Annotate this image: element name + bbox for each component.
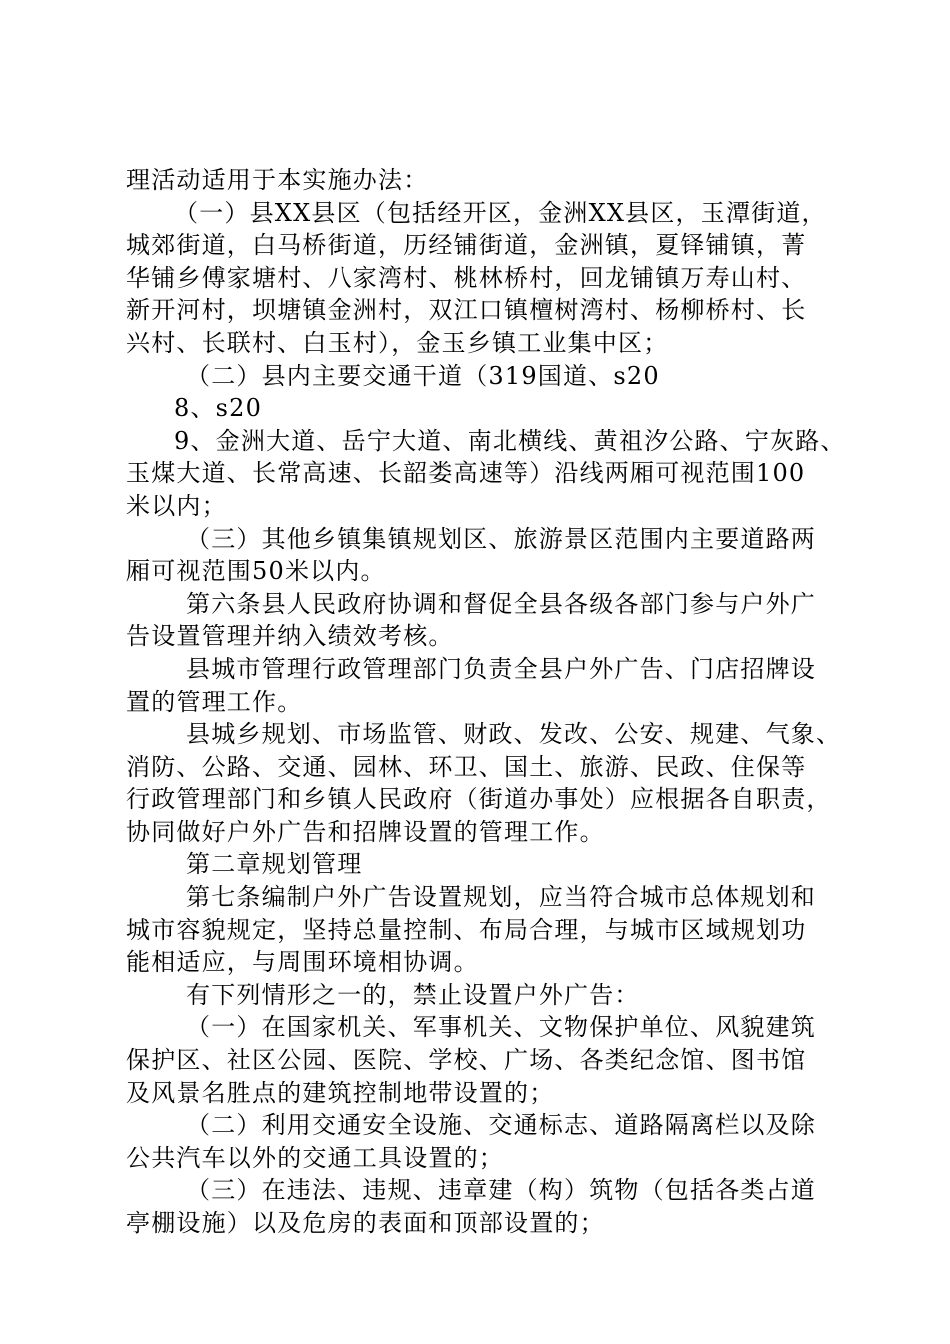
text-line: 第六条县人民政府协调和督促全县各级各部门参与户外广 [186,589,816,618]
text-line: （三）在违法、违规、违章建（构）筑物（包括各类占道 [186,1176,816,1205]
text-line: 置的管理工作。 [126,687,303,716]
text-line: 米以内； [126,491,227,520]
text-line: 城市容貌规定，坚持总量控制、布局合理，与城市区域规划功 [126,915,807,944]
text-line: 县城市管理行政管理部门负责全县户外广告、门店招牌设 [186,654,816,683]
text-line: 保护区、社区公园、医院、学校、广场、各类纪念馆、图书馆 [126,1046,807,1075]
text-line: 城郊街道，白马桥街道，历经铺街道，金洲镇，夏铎铺镇，菁 [126,231,807,260]
text-line: 第二章规划管理 [186,850,363,879]
text-line: 厢可视范围50米以内。 [126,557,386,586]
text-line: 理活动适用于本实施办法： [126,166,429,194]
text-line: 协同做好户外广告和招牌设置的管理工作。 [126,817,605,846]
text-line: （二）县内主要交通干道（319国道、s20 [186,361,660,390]
text-line: 玉煤大道、长常高速、长韶娄高速等）沿线两厢可视范围100 [126,459,806,488]
text-line: 能相适应，与周围环境相协调。 [126,948,479,977]
text-line: 及风景名胜点的建筑控制地带设置的； [126,1078,555,1107]
text-line: 有下列情形之一的，禁止设置户外广告： [186,980,640,1009]
text-line: 第七条编制户外广告设置规划，应当符合城市总体规划和 [186,883,816,912]
text-line: 亭棚设施）以及危房的表面和顶部设置的； [126,1209,605,1237]
text-line: 告设置管理并纳入绩效考核。 [126,622,454,651]
text-line: 行政管理部门和乡镇人民政府（街道办事处）应根据各自职责， [126,785,832,814]
text-line: 8、s20 [174,394,263,423]
document-body [126,164,846,1240]
text-line: （一）县XX县区（包括经开区，金洲XX县区，玉潭街道， [174,198,827,227]
text-line: （一）在国家机关、军事机关、文物保护单位、风貌建筑 [186,1013,816,1042]
text-line: （二）利用交通安全设施、交通标志、道路隔离栏以及除 [186,1111,816,1140]
text-line: 9、金洲大道、岳宁大道、南北横线、黄祖汐公路、宁灰路、 [174,426,846,455]
text-line: 公共汽车以外的交通工具设置的； [126,1143,504,1172]
text-line: 消防、公路、交通、园林、环卫、国土、旅游、民政、住保等 [126,752,807,781]
text-line: （三）其他乡镇集镇规划区、旅游景区范围内主要道路两 [186,524,816,553]
text-line: 华铺乡傅家塘村、八家湾村、桃林桥村，回龙铺镇万寿山村、 [126,263,807,292]
text-line: 新开河村，坝塘镇金洲村，双江口镇檀树湾村、杨柳桥村、长 [126,296,807,325]
text-line: 兴村、长联村、白玉村），金玉乡镇工业集中区； [126,328,669,357]
text-line: 县城乡规划、市场监管、财政、发改、公安、规建、气象、 [186,720,842,749]
